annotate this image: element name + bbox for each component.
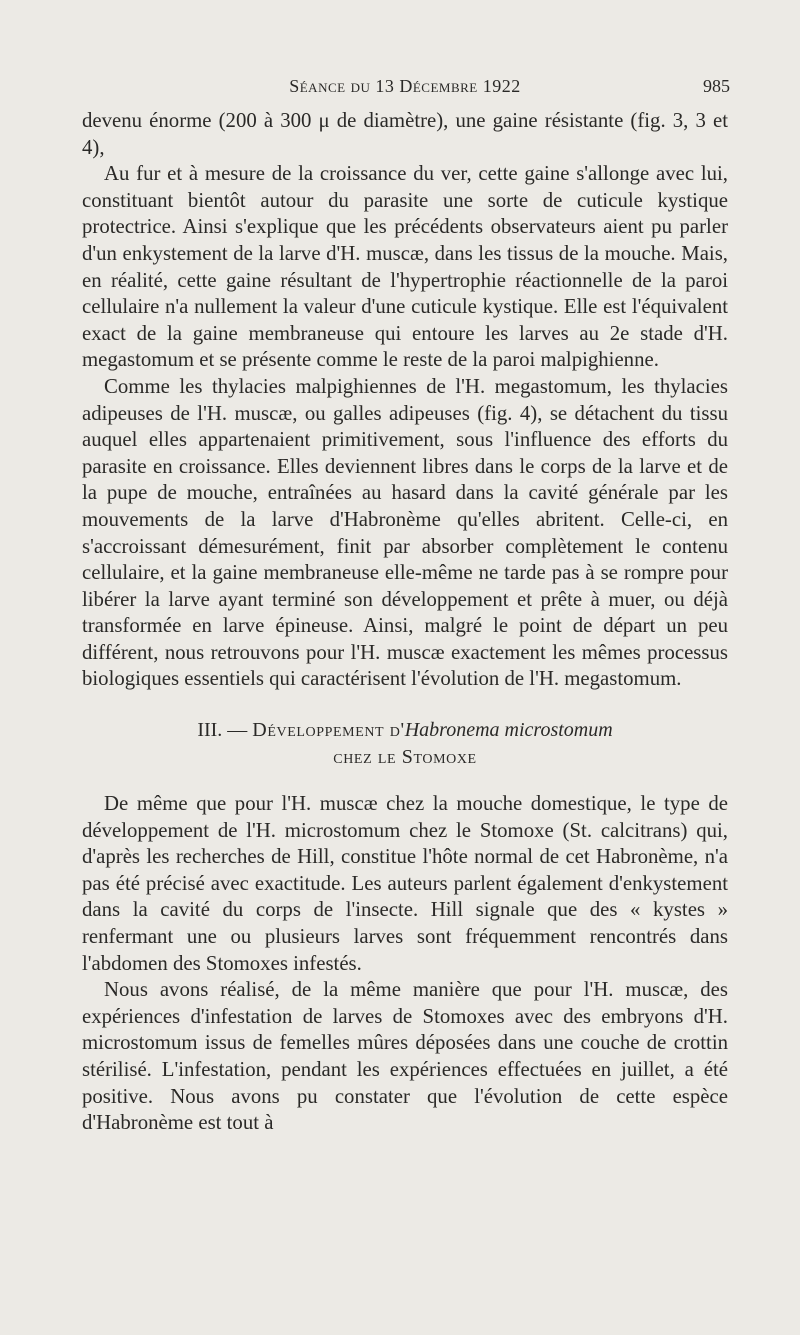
section-title-italic: Habronema microstomum [404, 719, 613, 742]
paragraph: De même que pour l'H. muscæ chez la mouche domestique, le type de développement de l'H. microstomum chez le Stomoxe (St. calcitrans) qui, d'après les recherches de Hill, constitue l'hôte normal de cet Habronème, n'a pas été précisé avec exactitude. Les auteurs parlent également d'enkystement dans la cavité du corps de l'insecte. Hill signale que des « kystes » renfermant une ou plusieurs larves sont fréquemment rencontrés dans l'abdomen des Stomoxes infestés. [82, 792, 728, 975]
body-text [82, 108, 728, 1137]
section-heading [82, 717, 728, 771]
page-number: 985 [703, 76, 730, 96]
paragraph: Nous avons réalisé, de la même manière que pour l'H. muscæ, des expériences d'infestation de larves de Stomoxes avec des embryons d'H. microstomum issus de femelles mûres déposées dans une couche de crottin stérilisé. L'infestation, pendant les expériences effectuées en juillet, a été positive. Nous avons pu constater que l'évolution de cette espèce d'Habronème est tout à [82, 978, 728, 1135]
paragraph: Comme les thylacies malpighiennes de l'H. megastomum, les thylacies adipeuses de l'H. muscæ, ou galles adipeuses (fig. 4), se détachent du tissu auquel elles appartenaient primitivement, sous l'influence des efforts du parasite en croissance. Elles deviennent libres dans le corps de la larve et de la pupe de mouche, entraînées au hasard dans la cavité générale par les mouvements de la larve d'Habronème qu'elles abritent. Celle-ci, en s'accroissant démesurément, finit par absorber complètement le contenu cellulaire, et la gaine membraneuse elle-même ne tarde pas à se rompre pour libérer la larve ayant terminé son développement et prête à muer, ou déjà transformée en larve épineuse. Ainsi, malgré le point de départ un peu différent, nous retrouvons pour l'H. muscæ exactement les mêmes processus biologiques essentiels qui caractérisent l'évolution de l'H. megastomum. [82, 374, 728, 691]
section-numeral: III. — [197, 719, 248, 742]
running-head [82, 66, 728, 100]
running-title: Séance du 13 Décembre 1922 [289, 76, 521, 96]
paragraph: Au fur et à mesure de la croissance du ver, cette gaine s'allonge avec lui, constituant bientôt autour du parasite une sorte de cuticule kystique protectrice. Ainsi s'explique que les précédents observateurs aient pu parler d'un enkystement de la larve d'H. muscæ, dans les tissus de la mouche. Mais, en réalité, cette gaine résultant de l'hypertrophie réactionnelle de la paroi cellulaire n'a nullement la valeur d'une cuticule kystique. Elle est l'équivalent exact de la gaine membraneuse qui entoure les larves au 2e stade d'H. megastomum et se présente comme le reste de la paroi malpighienne. [82, 162, 728, 372]
paragraph: devenu énorme (200 à 300 μ de diamètre), une gaine résistante (fig. 3, 3 et 4), [82, 109, 728, 159]
section-title-part1: Développement d' [252, 719, 405, 742]
section-title-part2: chez le Stomoxe [333, 746, 477, 769]
